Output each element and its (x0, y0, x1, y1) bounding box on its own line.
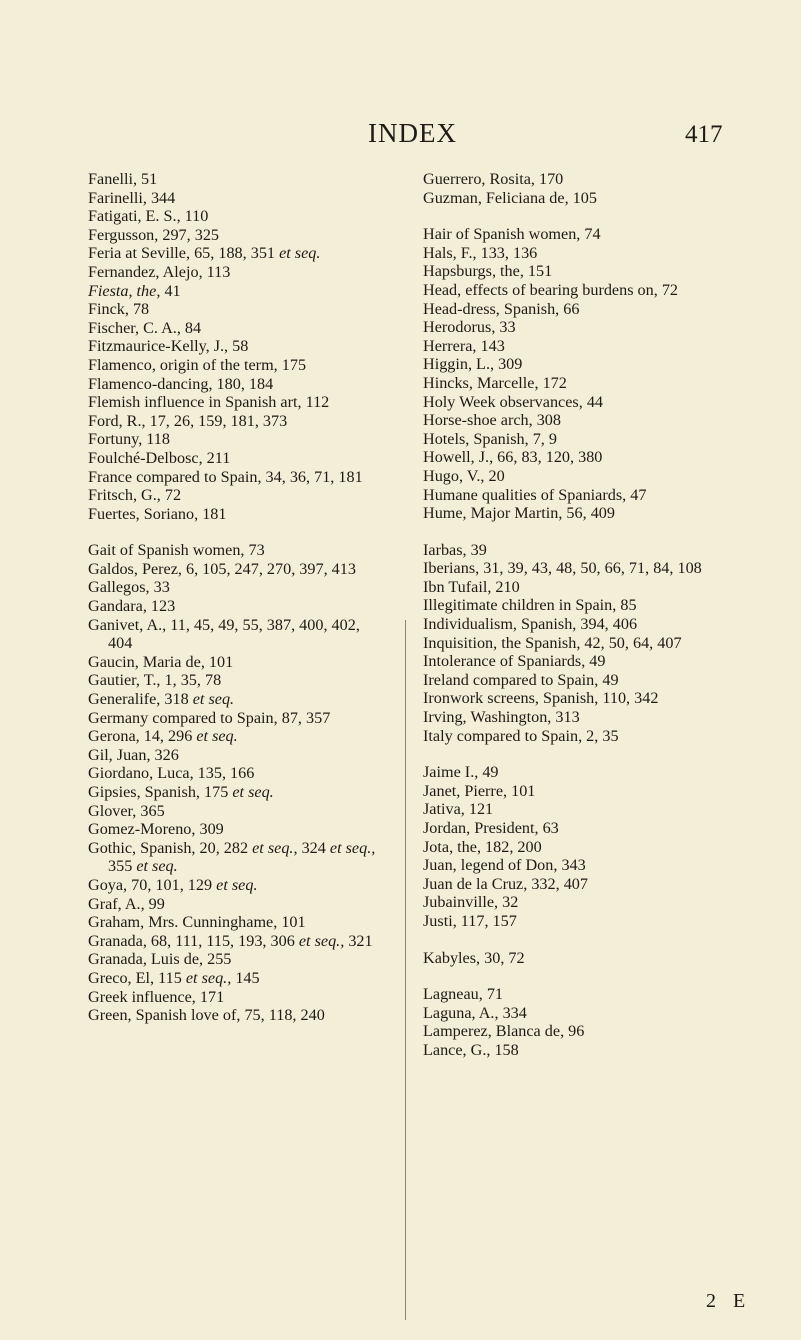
index-entry (423, 838, 723, 857)
index-entry (88, 746, 384, 765)
index-entry-text: Graham, Mrs. Cunninghame, 101 (88, 913, 306, 932)
index-entry-text: Green, Spanish love of, 75, 118, 240 (88, 1006, 325, 1025)
index-entry (88, 282, 384, 301)
index-entry (88, 895, 384, 914)
index-entry (88, 783, 384, 802)
index-entry-text: Flemish influence in Spanish art, 112 (88, 393, 330, 412)
index-entry (423, 596, 723, 615)
index-entry (423, 374, 723, 393)
index-entry-italic: Fiesta, the, (88, 281, 161, 300)
index-entry-text: Hair of Spanish women, 74 (423, 225, 601, 244)
index-entry-text: Head-dress, Spanish, 66 (423, 299, 580, 318)
index-entry-text: Inquisition, the Spanish, 42, 50, 64, 407 (423, 633, 682, 652)
index-entry-text: Hals, F., 133, 136 (423, 243, 538, 262)
index-entry-text: Fuertes, Soriano, 181 (88, 504, 227, 523)
signature-mark: 2 E (706, 1290, 752, 1312)
index-entry-text: Generalife, 318 (88, 690, 193, 709)
index-entry (88, 690, 384, 709)
index-entry-italic: et seq., (252, 838, 298, 857)
index-entry (88, 969, 384, 988)
index-entry-text: Gomez-Moreno, 309 (88, 820, 224, 839)
index-entry-text: Gait of Spanish women, 73 (88, 541, 265, 560)
index-entry-text: Herodorus, 33 (423, 318, 516, 337)
index-entry-text: Fanelli, 51 (88, 170, 158, 188)
index-entry-italic: et seq., (185, 968, 232, 987)
index-entry (88, 727, 384, 746)
index-entry-italic: et seq. (279, 244, 321, 263)
index-entry (423, 893, 723, 912)
index-entry-text: Guzman, Feliciana de, 105 (423, 188, 597, 207)
index-entry (423, 615, 723, 634)
index-entry-text: France compared to Spain, 34, 36, 71, 181 (88, 467, 363, 486)
index-entry-italic: et seq. (232, 783, 274, 801)
index-entry (423, 244, 723, 263)
index-entry (423, 708, 723, 727)
index-entry (88, 802, 384, 821)
letter-group-gap (88, 523, 384, 541)
index-entry (88, 319, 384, 338)
index-entry (423, 1004, 723, 1023)
index-entry (88, 170, 384, 189)
index-entry (88, 653, 384, 672)
index-entry-text: Janet, Pierre, 101 (423, 781, 536, 800)
index-entry (423, 634, 723, 653)
index-entry (88, 988, 384, 1007)
index-entry (88, 764, 384, 783)
index-entry-text: Fitzmaurice-Kelly, J., 58 (88, 337, 249, 356)
index-entry-text: Lance, G., 158 (423, 1040, 519, 1059)
index-entry-text: Holy Week observances, 44 (423, 392, 604, 411)
index-entry (88, 189, 384, 208)
index-entry (88, 1006, 384, 1025)
index-entry-italic: et seq. (216, 875, 258, 894)
index-entry-text: Giordano, Luca, 135, 166 (88, 764, 255, 783)
index-entry-text: Lagneau, 71 (423, 985, 504, 1004)
index-entry-text: 324 (297, 838, 330, 857)
index-entry (88, 950, 384, 969)
index-entry-text: Juan de la Cruz, 332, 407 (423, 874, 588, 893)
index-entry-text: Hapsburgs, the, 151 (423, 262, 553, 281)
index-entry-text: Fergusson, 297, 325 (88, 225, 220, 244)
index-entry (423, 652, 723, 671)
index-entry-text: Hugo, V., 20 (423, 466, 505, 485)
index-entry (423, 1022, 723, 1041)
index-entry (88, 541, 384, 560)
index-entry (423, 448, 723, 467)
index-entry-text: Kabyles, 30, 72 (423, 948, 525, 967)
index-entry (88, 449, 384, 468)
index-entry-text: Gipsies, Spanish, 175 (88, 783, 233, 801)
index-entry-text: Hincks, Marcelle, 172 (423, 373, 567, 392)
index-column-left (88, 170, 384, 1025)
index-entry (88, 430, 384, 449)
index-entry (423, 262, 723, 281)
index-entry (88, 876, 384, 895)
index-entry-text: Jordan, President, 63 (423, 819, 559, 837)
index-entry-text: Iarbas, 39 (423, 540, 487, 559)
index-entry-text: Goya, 70, 101, 129 (88, 875, 217, 894)
index-entry-text: Guerrero, Rosita, 170 (423, 170, 564, 188)
index-entry-text: Flamenco, origin of the term, 175 (88, 355, 307, 374)
index-entry (423, 355, 723, 374)
index-entry (88, 337, 384, 356)
index-entry-text: Gothic, Spanish, 20, 282 (88, 838, 253, 857)
index-entry-text: Gandara, 123 (88, 597, 176, 616)
index-entry (423, 1041, 723, 1060)
index-entry-text: Ironwork screens, Spanish, 110, 342 (423, 689, 659, 708)
index-entry (88, 356, 384, 375)
index-entry (423, 689, 723, 708)
index-entry-text: 355 (108, 857, 137, 876)
index-entry-text: Laguna, A., 334 (423, 1003, 527, 1022)
index-entry (423, 281, 723, 300)
letter-group-gap (423, 931, 723, 949)
index-entry (423, 763, 723, 782)
index-entry-text: Granada, 68, 111, 115, 193, 306 (88, 931, 299, 950)
index-entry-text: Head, effects of bearing burdens on, 72 (423, 280, 679, 299)
index-entry-text: Herrera, 143 (423, 336, 505, 355)
index-entry-text: Fischer, C. A., 84 (88, 318, 202, 337)
index-entry (88, 560, 384, 579)
index-entry-text: Intolerance of Spaniards, 49 (423, 652, 606, 671)
index-entry-text: Hume, Major Martin, 56, 409 (423, 504, 615, 523)
index-entry (88, 597, 384, 616)
index-entry-text: Germany compared to Spain, 87, 357 (88, 708, 331, 727)
index-entry (423, 541, 723, 560)
index-entry-text: Fortuny, 118 (88, 430, 170, 449)
index-entry (88, 226, 384, 245)
letter-group-gap (423, 967, 723, 985)
index-entry-text: Italy compared to Spain, 2, 35 (423, 726, 619, 745)
index-entry-text: Gil, Juan, 326 (88, 745, 179, 764)
index-entry-text: Ireland compared to Spain, 49 (423, 670, 619, 689)
index-entry (88, 505, 384, 524)
index-entry-text: Justi, 117, 157 (423, 911, 517, 930)
index-entry-text: Greco, El, 115 (88, 968, 186, 987)
index-entry (423, 671, 723, 690)
index-entry (88, 375, 384, 394)
index-entry (423, 578, 723, 597)
index-entry (423, 337, 723, 356)
index-entry-text: Howell, J., 66, 83, 120, 380 (423, 448, 603, 467)
index-entry-text: Gerona, 14, 296 (88, 727, 197, 746)
index-entry-text: Glover, 365 (88, 801, 165, 820)
index-entry (423, 393, 723, 412)
index-entry-text: Ford, R., 17, 26, 159, 181, 373 (88, 411, 288, 430)
index-entry (423, 504, 723, 523)
index-entry-text: Individualism, Spanish, 394, 406 (423, 615, 638, 634)
index-entry-text: Horse-shoe arch, 308 (423, 411, 561, 430)
index-entry (88, 486, 384, 505)
letter-group-gap (423, 207, 723, 225)
index-entry (88, 820, 384, 839)
index-entry (423, 225, 723, 244)
index-entry-text: Feria at Seville, 65, 188, 351 (88, 244, 280, 263)
index-entry-text: Hotels, Spanish, 7, 9 (423, 429, 557, 448)
index-entry-text: Galdos, Perez, 6, 105, 247, 270, 397, 413 (88, 559, 356, 578)
index-entry (88, 913, 384, 932)
index-entry-text: Irving, Washington, 313 (423, 708, 580, 727)
index-entry (423, 875, 723, 894)
index-entry (423, 467, 723, 486)
index-entry (423, 300, 723, 319)
index-entry (88, 839, 384, 876)
index-entry (423, 559, 723, 578)
index-entry (88, 709, 384, 728)
index-entry-text: Ganivet, A., 11, 45, 49, 55, 387, 400, 402, 404 (88, 615, 360, 653)
index-entry-text: 321 (344, 931, 373, 950)
index-entry-text: Farinelli, 344 (88, 188, 176, 207)
index-entry-text: Gautier, T., 1, 35, 78 (88, 671, 222, 690)
index-entry-text: Finck, 78 (88, 300, 150, 319)
index-entry (423, 800, 723, 819)
index-entry (423, 912, 723, 931)
page-header (0, 118, 801, 148)
index-entry (88, 578, 384, 597)
letter-group-gap (423, 523, 723, 541)
index-entry (423, 189, 723, 208)
column-divider (405, 620, 406, 1320)
index-entry-text: Gallegos, 33 (88, 578, 170, 597)
index-entry (88, 393, 384, 412)
index-entry (88, 263, 384, 282)
index-entry-text: Juan, legend of Don, 343 (423, 856, 586, 875)
index-entry-text: Foulché-Delbosc, 211 (88, 448, 231, 467)
index-entry (88, 671, 384, 690)
index-entry-text: Ibn Tufail, 210 (423, 577, 520, 596)
index-entry (423, 782, 723, 801)
index-entry (423, 949, 723, 968)
index-entry-italic: et seq. (192, 690, 235, 709)
index-entry-italic: et seq., (298, 931, 345, 950)
index-entry (423, 727, 723, 746)
running-title: INDEX (368, 118, 457, 148)
index-column-right (423, 170, 723, 1060)
index-entry-text: Jubainville, 32 (423, 893, 519, 912)
index-entry-text: 145 (231, 968, 260, 987)
index-entry-italic: et seq. (136, 857, 178, 876)
index-entry-italic: et seq., (329, 838, 376, 857)
index-entry (423, 856, 723, 875)
index-entry-text: Jaime I., 49 (423, 763, 499, 782)
index-entry (88, 207, 384, 226)
index-entry-text: Humane qualities of Spaniards, 47 (423, 485, 647, 504)
index-entry (88, 468, 384, 487)
index-entry (423, 430, 723, 449)
index-entry-text: Greek influence, 171 (88, 987, 225, 1006)
index-entry (88, 616, 384, 653)
index-entry-text: Lamperez, Blanca de, 96 (423, 1022, 585, 1041)
index-entry (423, 170, 723, 189)
index-entry-text: 41 (160, 281, 181, 300)
index-entry-text: Gaucin, Maria de, 101 (88, 652, 234, 671)
index-entry (88, 244, 384, 263)
index-entry-text: Iberians, 31, 39, 43, 48, 50, 66, 71, 84, 108 (423, 559, 702, 578)
index-entry-italic: et seq. (196, 727, 238, 746)
index-entry (423, 985, 723, 1004)
letter-group-gap (423, 745, 723, 763)
index-entry-text: Graf, A., 99 (88, 894, 165, 913)
index-entry-text: Fatigati, E. S., 110 (88, 207, 209, 226)
index-entry (423, 411, 723, 430)
index-entry-text: Illegitimate children in Spain, 85 (423, 596, 637, 615)
index-entry-text: Granada, Luis de, 255 (88, 950, 232, 969)
index-entry (88, 300, 384, 319)
index-entry-text: Fernandez, Alejo, 113 (88, 262, 231, 281)
index-entry-text: Higgin, L., 309 (423, 355, 523, 374)
index-entry (88, 932, 384, 951)
index-entry (88, 412, 384, 431)
index-entry-text: Flamenco-dancing, 180, 184 (88, 374, 274, 393)
index-entry (423, 318, 723, 337)
page-number: 417 (685, 121, 723, 148)
index-entry-text: Jativa, 121 (423, 800, 494, 819)
index-entry-text: Jota, the, 182, 200 (423, 837, 542, 856)
index-entry-text: Fritsch, G., 72 (88, 486, 182, 505)
index-entry (423, 486, 723, 505)
index-entry (423, 819, 723, 838)
